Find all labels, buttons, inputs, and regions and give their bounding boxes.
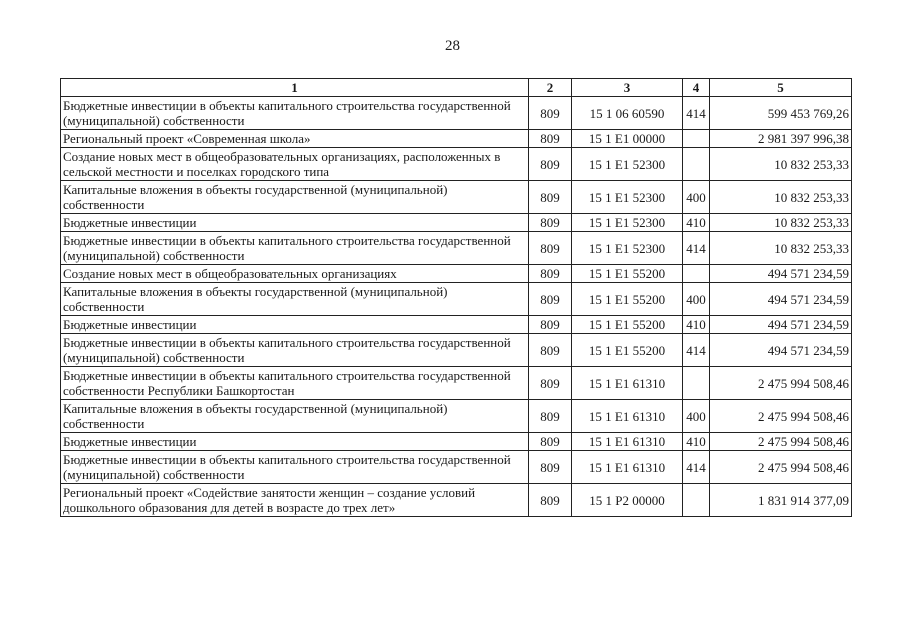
row-grbs-cell: 809	[529, 214, 572, 232]
row-grbs-cell: 809	[529, 316, 572, 334]
header-col-1: 1	[61, 79, 529, 97]
table-row	[61, 181, 852, 214]
row-grbs-cell: 809	[529, 130, 572, 148]
row-name-cell: Капитальные вложения в объекты государственной (муниципальной) собственности	[61, 400, 529, 433]
table-row	[61, 484, 852, 517]
row-vr-cell	[683, 484, 710, 517]
row-amount-cell: 2 475 994 508,46	[710, 367, 852, 400]
row-name-cell: Бюджетные инвестиции в объекты капитального строительства государственной (муниципальной) собственности	[61, 334, 529, 367]
table-row	[61, 97, 852, 130]
row-vr-cell: 410	[683, 214, 710, 232]
row-name-cell: Бюджетные инвестиции	[61, 316, 529, 334]
row-csr-cell: 15 1 E1 55200	[572, 283, 683, 316]
table-row	[61, 367, 852, 400]
row-grbs-cell: 809	[529, 484, 572, 517]
table-row	[61, 148, 852, 181]
row-name-cell: Региональный проект «Современная школа»	[61, 130, 529, 148]
page-number: 28	[445, 38, 460, 54]
row-amount-cell: 2 981 397 996,38	[710, 130, 852, 148]
row-csr-cell: 15 1 E1 55200	[572, 265, 683, 283]
row-amount-cell: 2 475 994 508,46	[710, 400, 852, 433]
row-grbs-cell: 809	[529, 367, 572, 400]
row-name-cell: Бюджетные инвестиции в объекты капитального строительства государственной (муниципальной) собственности	[61, 97, 529, 130]
row-vr-cell: 410	[683, 433, 710, 451]
table-row	[61, 451, 852, 484]
row-vr-cell: 414	[683, 334, 710, 367]
row-name-cell: Создание новых мест в общеобразовательных организациях, расположенных в сельской местности и поселках городского типа	[61, 148, 529, 181]
table-row	[61, 334, 852, 367]
row-csr-cell: 15 1 06 60590	[572, 97, 683, 130]
table-row	[61, 433, 852, 451]
row-name-cell: Создание новых мест в общеобразовательных организациях	[61, 265, 529, 283]
table-row	[61, 130, 852, 148]
row-vr-cell	[683, 130, 710, 148]
row-grbs-cell: 809	[529, 451, 572, 484]
row-amount-cell: 10 832 253,33	[710, 214, 852, 232]
row-vr-cell	[683, 367, 710, 400]
row-amount-cell: 494 571 234,59	[710, 316, 852, 334]
row-vr-cell: 414	[683, 97, 710, 130]
table-row	[61, 232, 852, 265]
row-grbs-cell: 809	[529, 181, 572, 214]
row-amount-cell: 10 832 253,33	[710, 181, 852, 214]
row-name-cell: Капитальные вложения в объекты государственной (муниципальной) собственности	[61, 181, 529, 214]
budget-table	[60, 78, 852, 517]
row-vr-cell: 400	[683, 400, 710, 433]
row-grbs-cell: 809	[529, 400, 572, 433]
row-vr-cell: 414	[683, 232, 710, 265]
header-col-2: 2	[529, 79, 572, 97]
table-row	[61, 316, 852, 334]
row-vr-cell	[683, 148, 710, 181]
row-grbs-cell: 809	[529, 148, 572, 181]
row-amount-cell: 10 832 253,33	[710, 148, 852, 181]
table-body	[61, 97, 852, 517]
row-csr-cell: 15 1 E1 52300	[572, 148, 683, 181]
row-name-cell: Региональный проект «Содействие занятости женщин – создание условий дошкольного образования для детей в возрасте до трех лет»	[61, 484, 529, 517]
row-amount-cell: 2 475 994 508,46	[710, 433, 852, 451]
table-row	[61, 283, 852, 316]
row-grbs-cell: 809	[529, 433, 572, 451]
row-amount-cell: 494 571 234,59	[710, 334, 852, 367]
row-name-cell: Бюджетные инвестиции в объекты капитального строительства государственной собственности Республики Башкортостан	[61, 367, 529, 400]
row-vr-cell: 400	[683, 181, 710, 214]
row-vr-cell: 400	[683, 283, 710, 316]
table-row	[61, 214, 852, 232]
row-vr-cell: 410	[683, 316, 710, 334]
row-csr-cell: 15 1 E1 61310	[572, 451, 683, 484]
row-name-cell: Бюджетные инвестиции в объекты капитального строительства государственной (муниципальной) собственности	[61, 451, 529, 484]
table-row	[61, 400, 852, 433]
row-csr-cell: 15 1 E1 52300	[572, 181, 683, 214]
row-vr-cell: 414	[683, 451, 710, 484]
row-amount-cell: 494 571 234,59	[710, 283, 852, 316]
row-csr-cell: 15 1 E1 55200	[572, 334, 683, 367]
row-csr-cell: 15 1 E1 61310	[572, 367, 683, 400]
row-amount-cell: 10 832 253,33	[710, 232, 852, 265]
header-col-5: 5	[710, 79, 852, 97]
row-amount-cell: 2 475 994 508,46	[710, 451, 852, 484]
row-amount-cell: 494 571 234,59	[710, 265, 852, 283]
table-row	[61, 265, 852, 283]
row-grbs-cell: 809	[529, 232, 572, 265]
row-csr-cell: 15 1 E1 61310	[572, 433, 683, 451]
row-name-cell: Бюджетные инвестиции	[61, 214, 529, 232]
row-vr-cell	[683, 265, 710, 283]
row-grbs-cell: 809	[529, 97, 572, 130]
row-csr-cell: 15 1 E1 55200	[572, 316, 683, 334]
row-amount-cell: 599 453 769,26	[710, 97, 852, 130]
row-csr-cell: 15 1 E1 52300	[572, 232, 683, 265]
row-amount-cell: 1 831 914 377,09	[710, 484, 852, 517]
row-grbs-cell: 809	[529, 283, 572, 316]
row-name-cell: Бюджетные инвестиции	[61, 433, 529, 451]
header-col-3: 3	[572, 79, 683, 97]
row-csr-cell: 15 1 P2 00000	[572, 484, 683, 517]
header-col-4: 4	[683, 79, 710, 97]
row-csr-cell: 15 1 E1 61310	[572, 400, 683, 433]
row-csr-cell: 15 1 E1 52300	[572, 214, 683, 232]
row-name-cell: Бюджетные инвестиции в объекты капитального строительства государственной (муниципальной) собственности	[61, 232, 529, 265]
row-grbs-cell: 809	[529, 265, 572, 283]
row-grbs-cell: 809	[529, 334, 572, 367]
row-csr-cell: 15 1 E1 00000	[572, 130, 683, 148]
table-header-row	[61, 79, 852, 97]
row-name-cell: Капитальные вложения в объекты государственной (муниципальной) собственности	[61, 283, 529, 316]
